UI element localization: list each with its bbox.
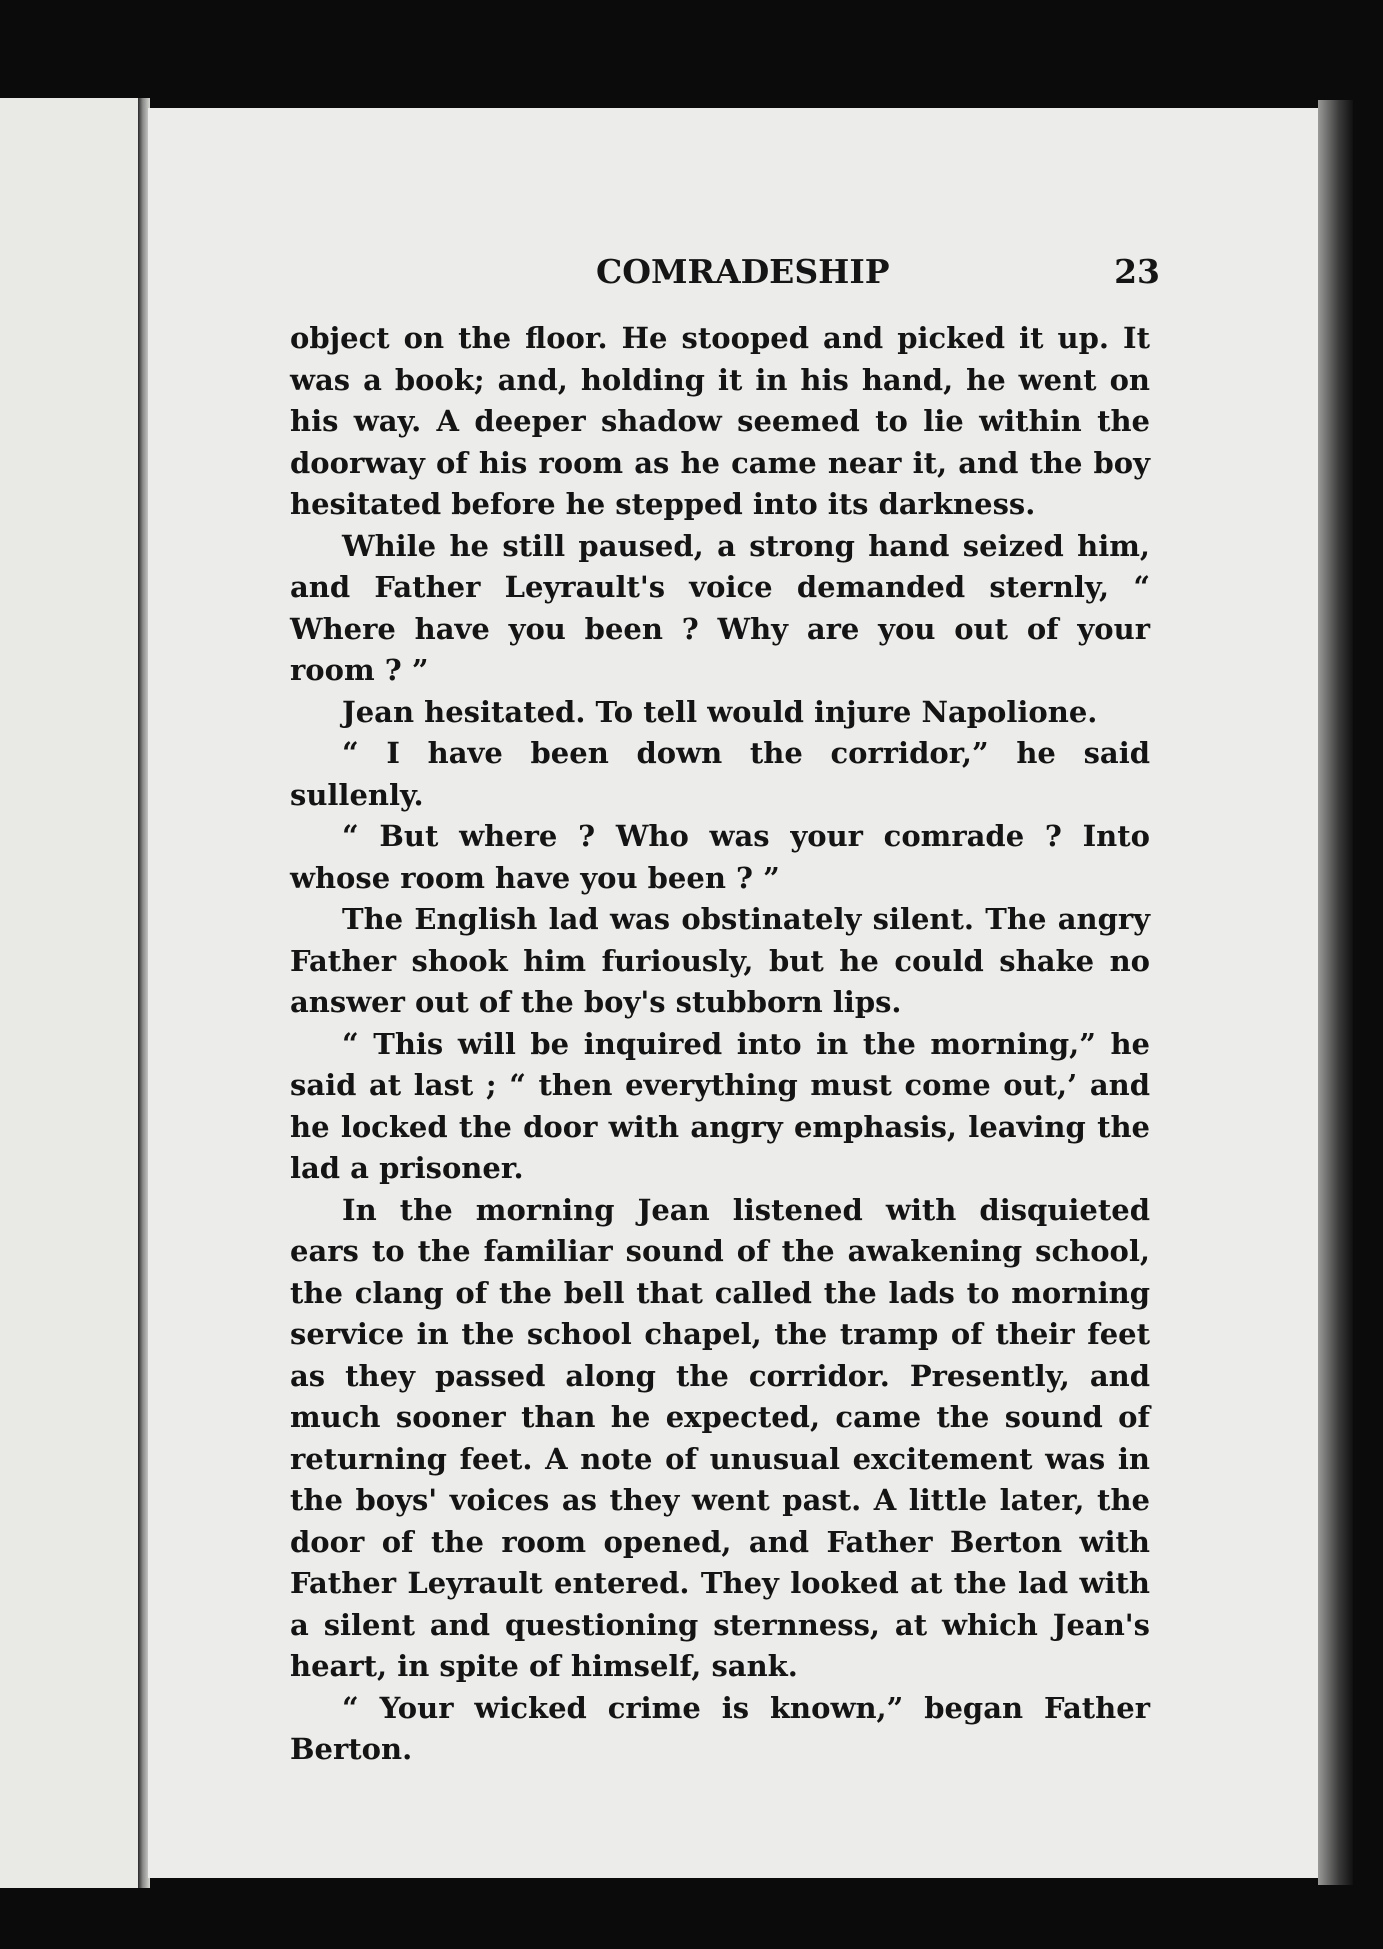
paragraph: “ I have been down the corridor,” he said sullenly.: [290, 736, 1150, 812]
running-title: COMRADESHIP: [596, 252, 890, 291]
body-text: [290, 318, 1150, 1771]
paragraph: While he still paused, a strong hand seized him, and Father Leyrault's voice demanded sternly, “ Where have you been ? Why are you out of your room ? ”: [290, 528, 1150, 687]
paragraph: The English lad was obstinately silent. The angry Father shook him furiously, but he could shake no answer out of the boy's stubborn lips.: [290, 902, 1150, 1019]
paragraph: “ This will be inquired into in the morning,” he said at last ; “ then everything must come out,’ and he locked the door with angry emphasis, leaving the lad a prisoner.: [290, 1026, 1150, 1185]
page-number: 23: [1114, 252, 1160, 291]
previous-page-edge: [0, 98, 140, 1888]
paragraph: “ Your wicked crime is known,” began Father Berton.: [290, 1690, 1150, 1766]
paragraph: “ But where ? Who was your comrade ? Into whose room have you been ? ”: [290, 819, 1150, 895]
running-head: [300, 252, 1160, 302]
paragraph: object on the floor. He stooped and picked it up. It was a book; and, holding it in his hand, he went on his way. A deeper shadow seemed to lie within the doorway of his room as he came near it, and the boy hesitated before he stepped into its darkness.: [290, 321, 1150, 521]
paragraph: Jean hesitated. To tell would injure Napolione.: [342, 694, 1098, 729]
page-fore-edge: [1318, 100, 1353, 1885]
paragraph: In the morning Jean listened with disquieted ears to the familiar sound of the awakening school, the clang of the bell that called the lads to morning service in the school chapel, the tramp of their feet as they passed along the corridor. Presently, and much sooner than he expected, came the sound of returning feet. A note of unusual excitement was in the boys' voices as they went past. A little later, the door of the room opened, and Father Berton with Father Leyrault entered. They looked at the lad with a silent and questioning sternness, at which Jean's heart, in spite of himself, sank.: [290, 1192, 1150, 1683]
